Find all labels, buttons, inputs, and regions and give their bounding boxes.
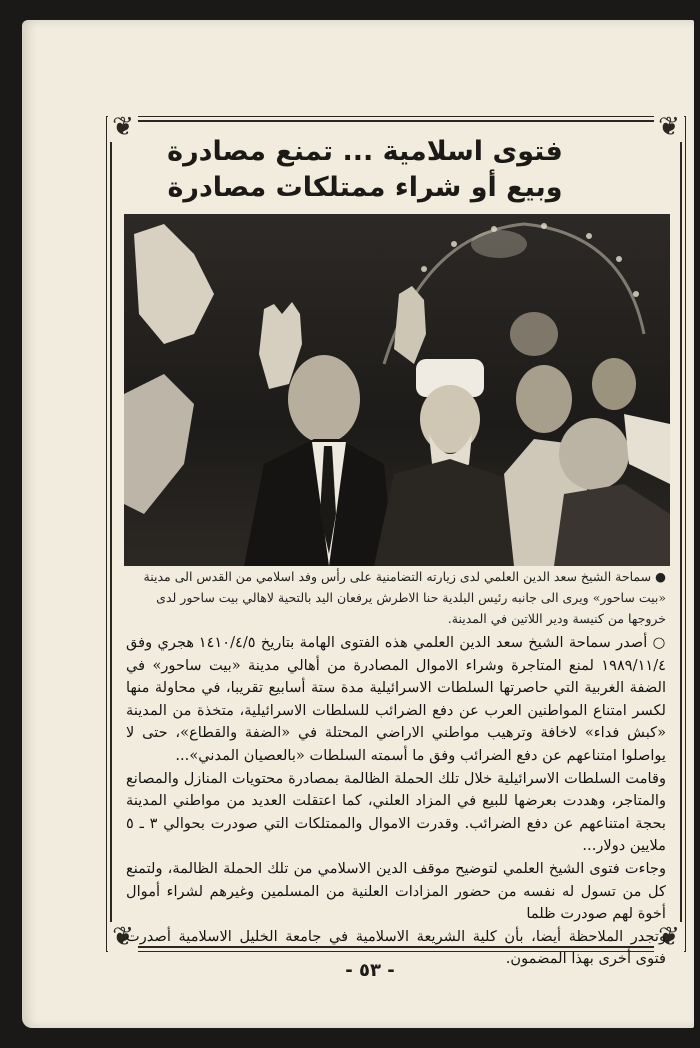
page-number: - ٥٣ -	[345, 960, 395, 981]
article-paragraph: وقامت السلطات الاسرائيلية خلال تلك الحملة الظالمة بمصادرة محتويات المنازل والمصانع والمتاجر، وهددت بعرضها للبيع في المزاد العلني، كما اعتقلت العديد من مواطني المدينة بحجة امتناعهم عن دفع الضرائب. وقدرت الاموال والممتلكات التي صودرت بحوالي ٣ ـ ٥ ملايين دولار...	[126, 769, 666, 855]
news-photo-illustration	[124, 214, 670, 566]
corner-ornament-icon: ❦	[108, 922, 138, 952]
article-paragraph: وتجدر الملاحظة أيضا، بأن كلية الشريعة الاسلامية في جامعة الخليل الاسلامية أصدرت فتوى أخرى بهذا المضمون.	[126, 927, 666, 968]
photo-caption: ● سماحة الشيخ سعد الدين العلمي لدى زيارته التضامنية على رأس وفد اسلامي من القدس الى مدينة «بيت ساحور» ويرى الى جانبه رئيس البلدية حنا الاطرش يرفعان اليد بالتحية لاهالي بيت ساحور لدى خروجها من كنيسة ودير اللاتين في المدينة.	[143, 569, 666, 626]
corner-ornament-icon: ❦	[654, 922, 684, 952]
corner-ornament-icon: ❦	[108, 112, 138, 142]
article-title-line-1: فتوى اسلامية ... تمنع مصادرة	[167, 136, 563, 167]
article-body	[126, 632, 666, 971]
news-photo	[124, 214, 670, 566]
article-paragraph: وجاءت فتوى الشيخ العلمي لتوضيح موقف الدين الاسلامي من تلك الحملة الظالمة، ولتمنع كل من تسول له نفسه من حضور المزادات العلنية من المسلمين وغيرهم لشراء أموال أخوة لهم صودرت ظلما	[126, 859, 666, 923]
article-title-line-2: وبيع أو شراء ممتلكات مصادرة	[167, 172, 563, 203]
corner-ornament-icon: ❦	[654, 112, 684, 142]
article-paragraph: ○ أصدر سماحة الشيخ سعد الدين العلمي هذه الفتوى الهامة بتاريخ ١٤١٠/٤/٥ هجري وفق ١٩٨٩/١١/٤ لمنع المتاجرة وشراء الاموال المصادرة من أهالي مدينة «بيت ساحور» في الضفة الغربية التي حاصرتها السلطات الاسرائيلية مدة ستة أسابيع تقريبا، في محاولة منها لكسر امتناع المواطنين العرب عن دفع الضرائب للسلطات الاسرائيلية، متخذة من المدينة «كبش فداء» لاخافة وترهيب مواطني الاراضي المحتلة في «الضفة والقطاع»، حتى لا يواصلوا امتناعهم عن دفع الضرائب وفق ما أسمته السلطات «بالعصيان المدني»...	[126, 634, 666, 764]
